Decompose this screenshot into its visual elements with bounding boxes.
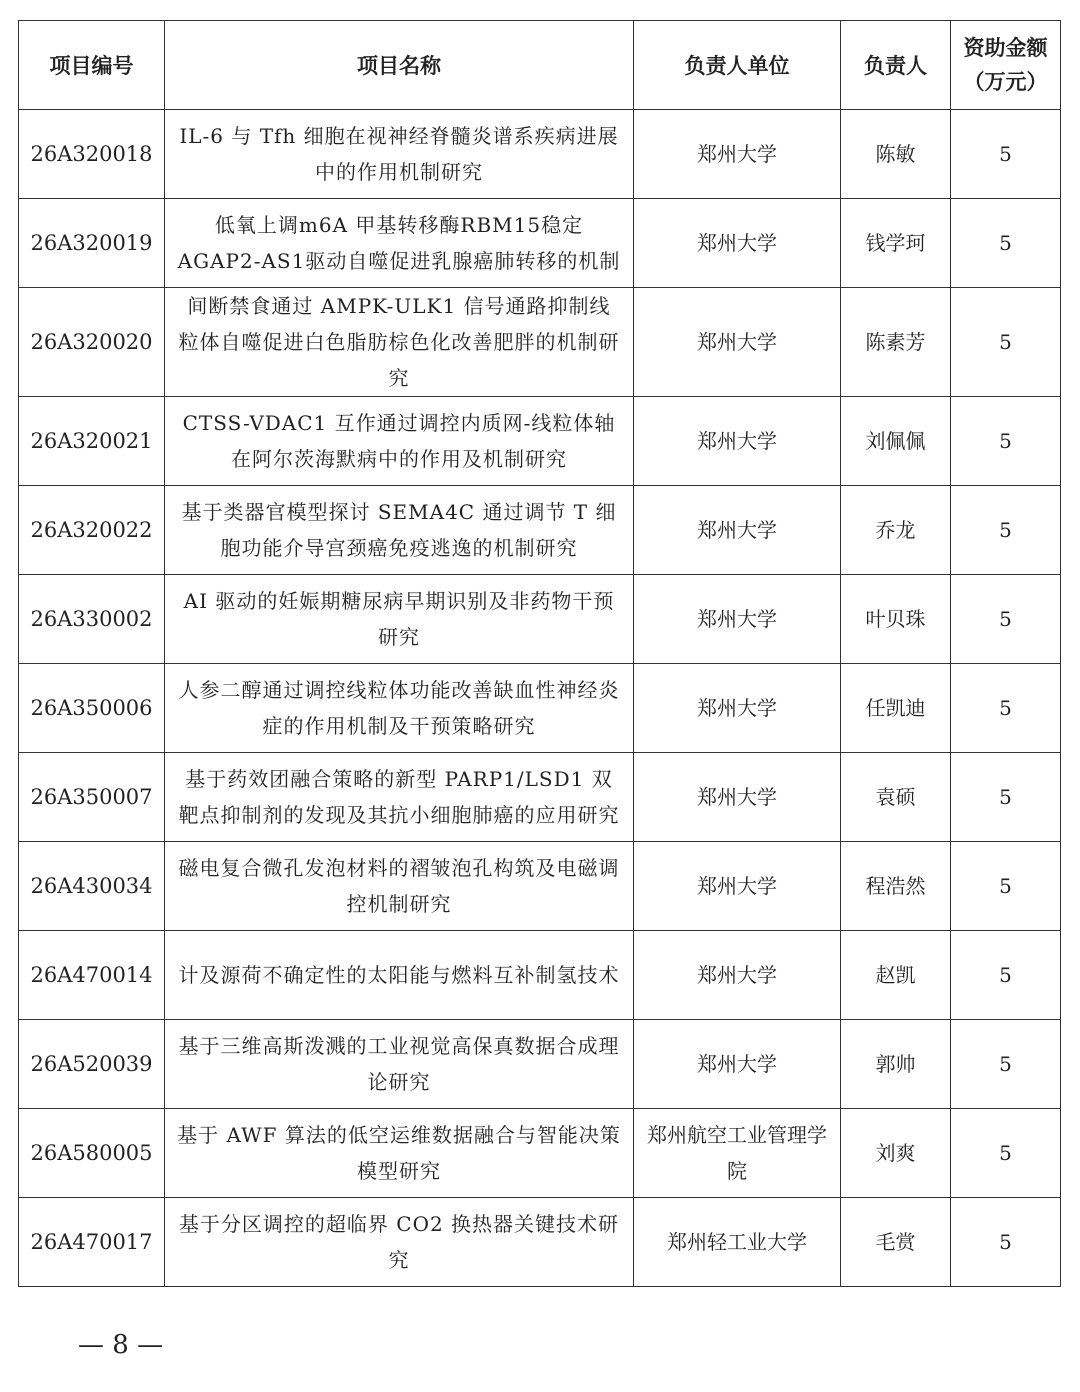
cell-amount: 5 [951, 931, 1061, 1020]
table-row [19, 1109, 1061, 1198]
page-number: — 8 — [78, 1330, 164, 1360]
cell-unit: 郑州大学 [634, 931, 841, 1020]
cell-project-code: 26A350007 [19, 753, 165, 842]
header-leader: 负责人 [841, 21, 951, 110]
table-row [19, 753, 1061, 842]
header-amount-line1: 资助金额 [963, 36, 1048, 60]
cell-leader: 叶贝珠 [841, 575, 951, 664]
cell-leader: 刘佩佩 [841, 397, 951, 486]
cell-unit: 郑州大学 [634, 753, 841, 842]
cell-leader: 任凯迪 [841, 664, 951, 753]
cell-leader: 郭帅 [841, 1020, 951, 1109]
header-unit: 负责人单位 [634, 21, 841, 110]
cell-amount: 5 [951, 664, 1061, 753]
cell-unit: 郑州大学 [634, 842, 841, 931]
cell-project-name: 计及源荷不确定性的太阳能与燃料互补制氢技术 [165, 931, 634, 1020]
table-row [19, 288, 1061, 397]
header-project-code: 项目编号 [19, 21, 165, 110]
cell-project-name: 基于三维高斯泼溅的工业视觉高保真数据合成理论研究 [165, 1020, 634, 1109]
cell-unit: 郑州大学 [634, 486, 841, 575]
header-amount-line2: （万元） [963, 70, 1048, 94]
cell-project-code: 26A330002 [19, 575, 165, 664]
cell-project-name: 间断禁食通过 AMPK-ULK1 信号通路抑制线粒体自噬促进白色脂肪棕色化改善肥胖的机制研究 [165, 288, 634, 397]
cell-project-code: 26A320022 [19, 486, 165, 575]
project-table [18, 20, 1061, 1287]
cell-unit: 郑州大学 [634, 397, 841, 486]
cell-unit: 郑州航空工业管理学院 [634, 1109, 841, 1198]
cell-leader: 钱学珂 [841, 199, 951, 288]
table-body [19, 110, 1061, 1287]
cell-leader: 袁硕 [841, 753, 951, 842]
cell-leader: 陈敏 [841, 110, 951, 199]
table-row [19, 199, 1061, 288]
table-row [19, 842, 1061, 931]
cell-amount: 5 [951, 486, 1061, 575]
cell-amount: 5 [951, 1109, 1061, 1198]
cell-unit: 郑州轻工业大学 [634, 1198, 841, 1287]
cell-unit: 郑州大学 [634, 199, 841, 288]
cell-project-name: 低氧上调m6A 甲基转移酶RBM15稳定AGAP2-AS1驱动自噬促进乳腺癌肺转移的机制 [165, 199, 634, 288]
cell-project-code: 26A320019 [19, 199, 165, 288]
cell-amount: 5 [951, 397, 1061, 486]
header-row [19, 21, 1061, 110]
cell-project-name: AI 驱动的妊娠期糖尿病早期识别及非药物干预研究 [165, 575, 634, 664]
cell-project-code: 26A470017 [19, 1198, 165, 1287]
cell-project-name: 基于 AWF 算法的低空运维数据融合与智能决策模型研究 [165, 1109, 634, 1198]
cell-project-code: 26A350006 [19, 664, 165, 753]
cell-unit: 郑州大学 [634, 664, 841, 753]
cell-project-name: 基于类器官模型探讨 SEMA4C 通过调节 T 细胞功能介导宫颈癌免疫逃逸的机制研究 [165, 486, 634, 575]
cell-unit: 郑州大学 [634, 1020, 841, 1109]
cell-project-code: 26A320020 [19, 288, 165, 397]
cell-amount: 5 [951, 288, 1061, 397]
cell-amount: 5 [951, 842, 1061, 931]
cell-unit: 郑州大学 [634, 575, 841, 664]
cell-amount: 5 [951, 575, 1061, 664]
cell-leader: 陈素芳 [841, 288, 951, 397]
cell-project-code: 26A320018 [19, 110, 165, 199]
cell-leader: 刘爽 [841, 1109, 951, 1198]
cell-leader: 程浩然 [841, 842, 951, 931]
cell-unit: 郑州大学 [634, 288, 841, 397]
cell-project-code: 26A320021 [19, 397, 165, 486]
header-project-name: 项目名称 [165, 21, 634, 110]
cell-amount: 5 [951, 1198, 1061, 1287]
table-row [19, 110, 1061, 199]
table-row [19, 664, 1061, 753]
table-row [19, 1198, 1061, 1287]
cell-amount: 5 [951, 1020, 1061, 1109]
cell-project-code: 26A430034 [19, 842, 165, 931]
cell-project-name: 人参二醇通过调控线粒体功能改善缺血性神经炎症的作用机制及干预策略研究 [165, 664, 634, 753]
cell-project-name: 磁电复合微孔发泡材料的褶皱泡孔构筑及电磁调控机制研究 [165, 842, 634, 931]
table-row [19, 931, 1061, 1020]
cell-amount: 5 [951, 110, 1061, 199]
cell-project-code: 26A470014 [19, 931, 165, 1020]
cell-project-name: 基于药效团融合策略的新型 PARP1/LSD1 双靶点抑制剂的发现及其抗小细胞肺癌的应用研究 [165, 753, 634, 842]
cell-project-name: 基于分区调控的超临界 CO2 换热器关键技术研究 [165, 1198, 634, 1287]
table-row [19, 1020, 1061, 1109]
cell-leader: 毛赏 [841, 1198, 951, 1287]
cell-project-name: CTSS-VDAC1 互作通过调控内质网-线粒体轴在阿尔茨海默病中的作用及机制研究 [165, 397, 634, 486]
cell-amount: 5 [951, 753, 1061, 842]
cell-project-code: 26A520039 [19, 1020, 165, 1109]
cell-leader: 乔龙 [841, 486, 951, 575]
cell-leader: 赵凯 [841, 931, 951, 1020]
cell-project-name: IL-6 与 Tfh 细胞在视神经脊髓炎谱系疾病进展中的作用机制研究 [165, 110, 634, 199]
table-row [19, 575, 1061, 664]
cell-unit: 郑州大学 [634, 110, 841, 199]
cell-amount: 5 [951, 199, 1061, 288]
header-amount [951, 21, 1061, 110]
table-row [19, 397, 1061, 486]
cell-project-code: 26A580005 [19, 1109, 165, 1198]
table-row [19, 486, 1061, 575]
